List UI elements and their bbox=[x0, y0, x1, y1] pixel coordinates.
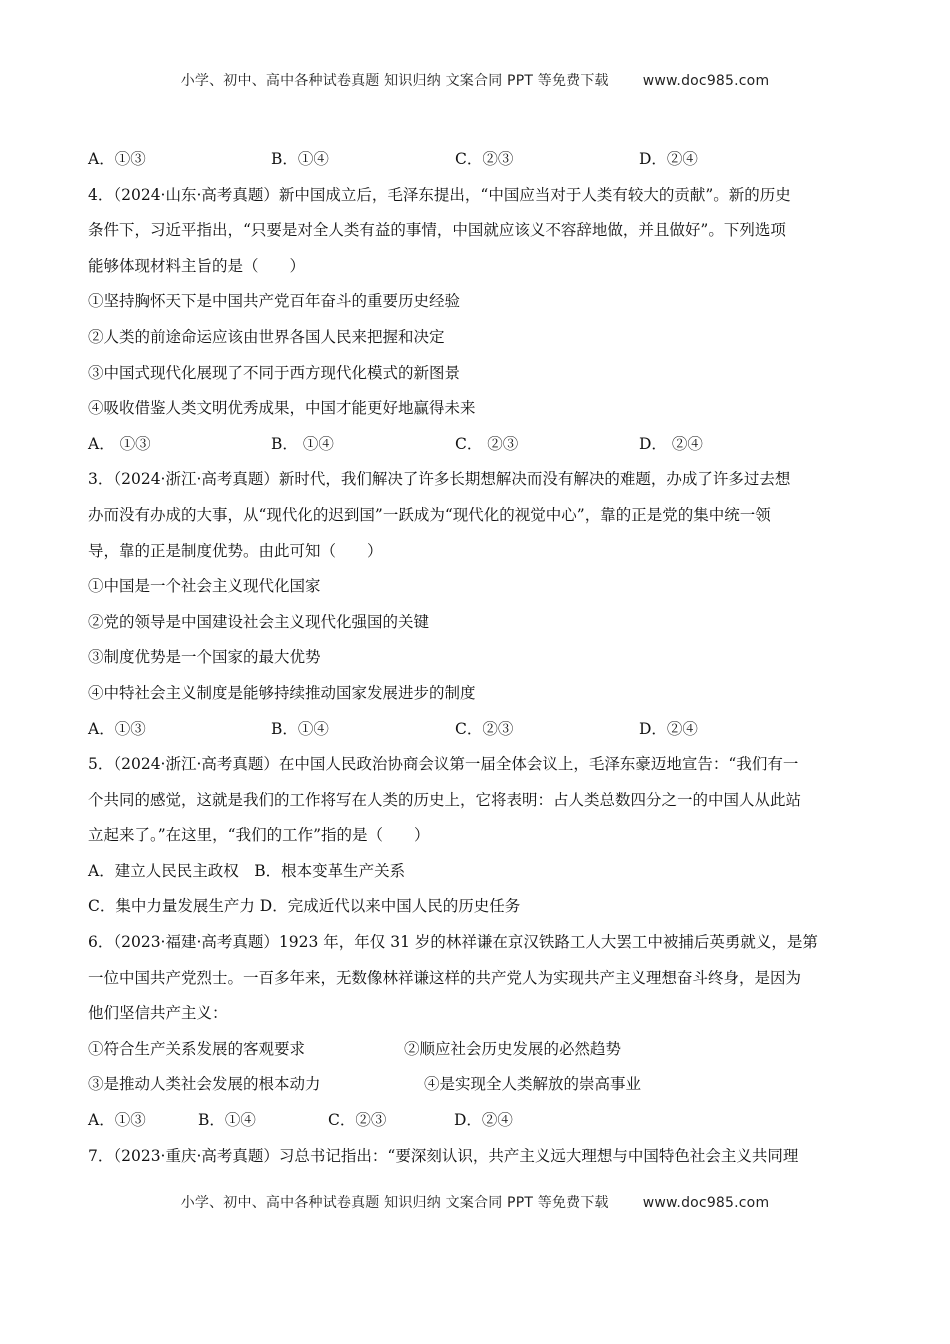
option-c: C．②③ bbox=[455, 150, 514, 168]
q6-statement-1: ①符合生产关系发展的客观要求 bbox=[88, 1039, 306, 1058]
footer-site[interactable]: www.doc985.com bbox=[642, 1195, 770, 1211]
q3-line-2: 办而没有办成的大事，从“现代化的迟到国”一跃成为“现代化的视觉中心”，靠的正是党的集中统一领 bbox=[88, 505, 771, 524]
option-c: C． ②③ bbox=[455, 434, 519, 453]
q6-options bbox=[88, 1103, 862, 1139]
q4-statement-4: ④吸收借鉴人类文明优秀成果，中国才能更好地赢得未来 bbox=[88, 399, 476, 418]
question-7 bbox=[88, 1139, 862, 1175]
q5-options-ab: A．建立人民民主政权 B．根本变革生产关系 bbox=[88, 861, 406, 880]
q3-line-3: 导，靠的正是制度优势。由此可知（ ） bbox=[88, 541, 383, 560]
option-a: A． ①③ bbox=[88, 434, 151, 453]
q6-statement-3: ③是推动人类社会发展的根本动力 bbox=[88, 1075, 321, 1094]
option-d: D．②④ bbox=[639, 719, 698, 738]
option-a: A．①③ bbox=[88, 1111, 146, 1130]
page-footer bbox=[0, 1192, 950, 1212]
option-c: C．②③ bbox=[328, 1111, 387, 1130]
question-4 bbox=[88, 178, 862, 463]
q6-statements-34 bbox=[88, 1067, 862, 1103]
option-b: B．①④ bbox=[271, 719, 329, 738]
q5-line-2: 个共同的感觉，这就是我们的工作将写在人类的历史上，它将表明：占人类总数四分之一的中国人从此站 bbox=[88, 790, 802, 809]
option-d: D． ②④ bbox=[639, 434, 703, 453]
q6-statement-4: ④是实现全人类解放的崇高事业 bbox=[424, 1075, 642, 1094]
q6-statements-12 bbox=[88, 1032, 862, 1068]
option-a: A．①③ bbox=[88, 719, 146, 738]
option-b: B．①④ bbox=[271, 150, 329, 168]
q6-line-1: 6．（2023·福建·高考真题）1923 年，年仅 31 岁的林祥谦在京汉铁路工人大罢工中被捕后英勇就义，是第 bbox=[88, 933, 818, 952]
q4-line-1: 4．（2024·山东·高考真题）新中国成立后，毛泽东提出，“中国应当对于人类有较大的贡献”。新的历史 bbox=[88, 185, 791, 204]
q4-line-2: 条件下，习近平指出，“只要是对全人类有益的事情，中国就应该义不容辞地做，并且做好”。下列选项 bbox=[88, 221, 786, 240]
q4-options bbox=[88, 427, 862, 463]
question-3 bbox=[88, 462, 862, 747]
option-d: D．②④ bbox=[454, 1111, 513, 1130]
option-c: C．②③ bbox=[455, 719, 514, 738]
q6-line-2: 一位中国共产党烈士。一百多年来，无数像林祥谦这样的共产党人为实现共产主义理想奋斗终身，是因为 bbox=[88, 968, 802, 987]
q6-line-3: 他们坚信共产主义： bbox=[88, 1004, 228, 1023]
q4-line-3: 能够体现材料主旨的是（ ） bbox=[88, 256, 306, 275]
q3-statement-4: ④中特社会主义制度是能够持续推动国家发展进步的制度 bbox=[88, 683, 476, 702]
question-6 bbox=[88, 925, 862, 1139]
q4-statement-1: ①坚持胸怀天下是中国共产党百年奋斗的重要历史经验 bbox=[88, 292, 461, 311]
q3-statement-2: ②党的领导是中国建设社会主义现代化强国的关键 bbox=[88, 612, 430, 631]
q3-statement-1: ①中国是一个社会主义现代化国家 bbox=[88, 577, 321, 596]
option-a: A．①③ bbox=[88, 150, 146, 168]
q3-statement-3: ③制度优势是一个国家的最大优势 bbox=[88, 648, 321, 667]
q6-statement-2: ②顺应社会历史发展的必然趋势 bbox=[404, 1039, 622, 1058]
header-text: 小学、初中、高中各种试卷真题 知识归纳 文案合同 PPT 等免费下载 bbox=[180, 73, 609, 89]
header-site[interactable]: www.doc985.com bbox=[642, 73, 770, 89]
q5-options-cd: C．集中力量发展生产力 D．完成近代以来中国人民的历史任务 bbox=[88, 897, 521, 916]
q4-statement-2: ②人类的前途命运应该由世界各国人民来把握和决定 bbox=[88, 327, 445, 346]
document-body bbox=[88, 142, 862, 1174]
q3-options bbox=[88, 712, 862, 748]
prev-question-options bbox=[88, 142, 862, 178]
q7-line-1: 7．（2023·重庆·高考真题）习总书记指出：“要深刻认识，共产主义远大理想与中国特色社会主义共同理 bbox=[88, 1146, 799, 1165]
footer-text: 小学、初中、高中各种试卷真题 知识归纳 文案合同 PPT 等免费下载 bbox=[180, 1195, 609, 1211]
question-5 bbox=[88, 747, 862, 925]
option-b: B． ①④ bbox=[271, 434, 334, 453]
option-b: B．①④ bbox=[198, 1111, 256, 1130]
q3-line-1: 3．（2024·浙江·高考真题）新时代，我们解决了许多长期想解决而没有解决的难题，办成了许多过去想 bbox=[88, 470, 791, 489]
q4-statement-3: ③中国式现代化展现了不同于西方现代化模式的新图景 bbox=[88, 363, 461, 382]
q5-line-1: 5．（2024·浙江·高考真题）在中国人民政治协商会议第一届全体会议上，毛泽东豪迈地宣告：“我们有一 bbox=[88, 755, 799, 774]
page-header bbox=[0, 70, 950, 90]
q5-line-3: 立起来了。”在这里，“我们的工作”指的是（ ） bbox=[88, 826, 430, 845]
option-d: D．②④ bbox=[639, 150, 698, 168]
